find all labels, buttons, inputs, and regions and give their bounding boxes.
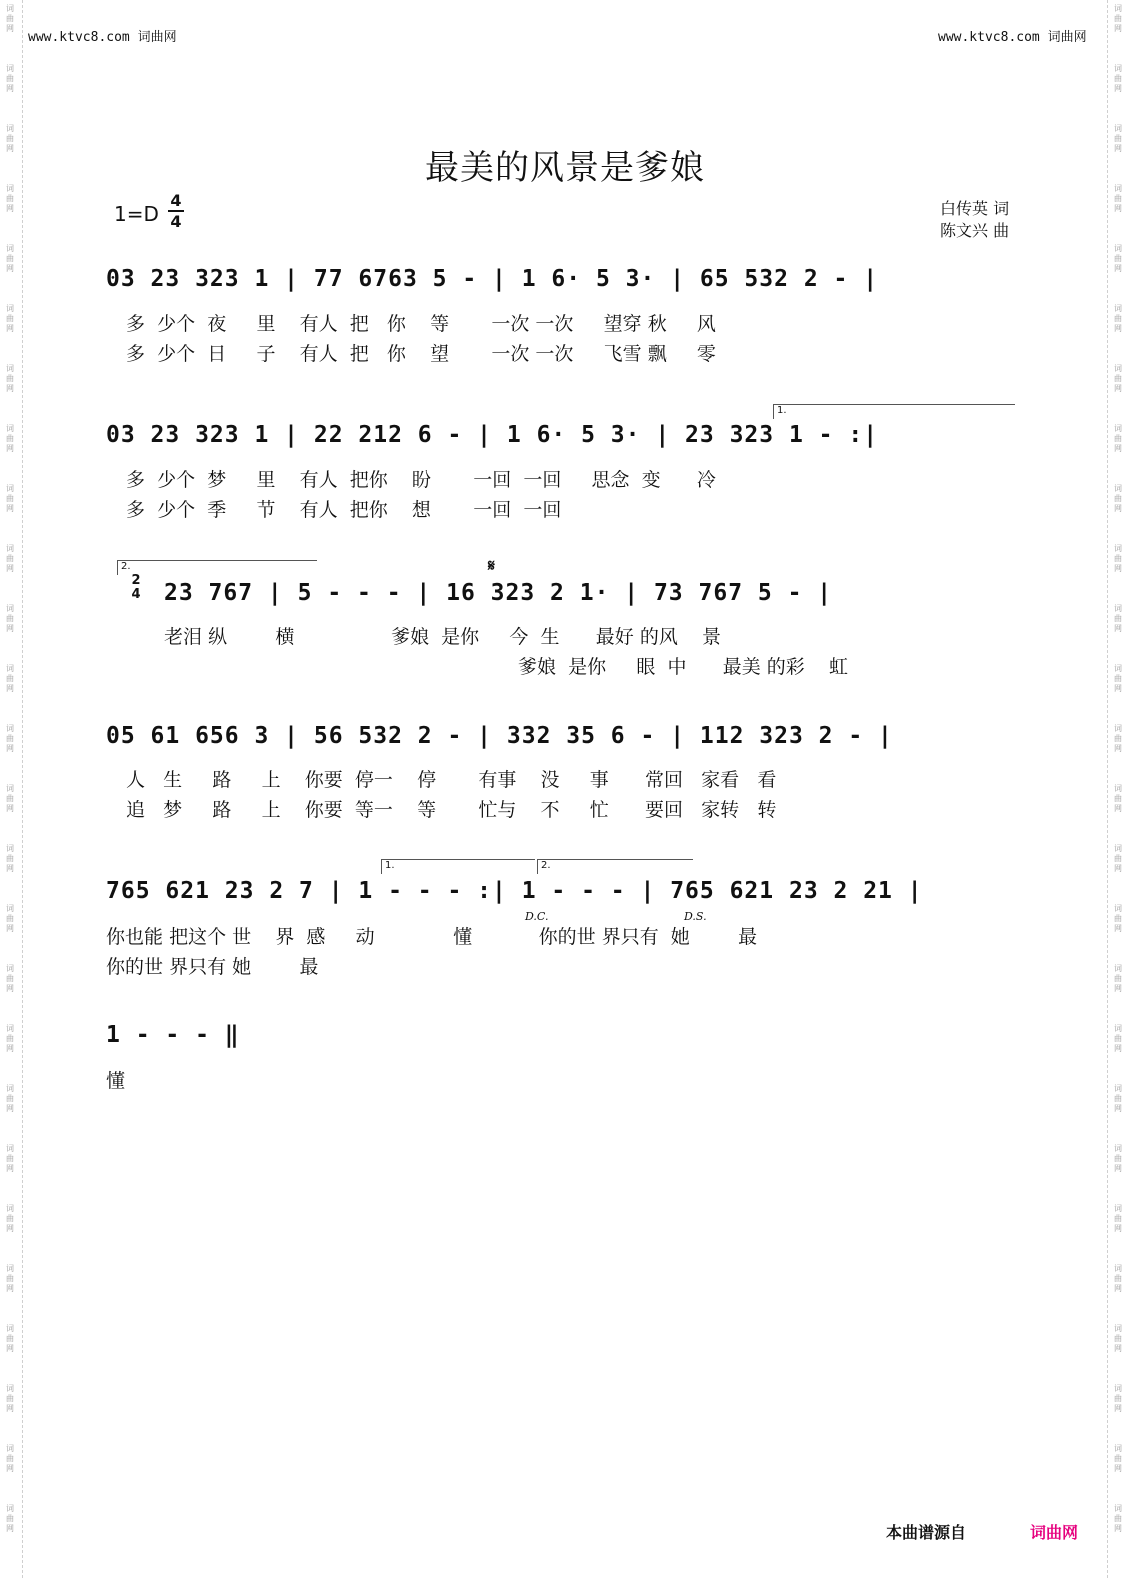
lyric-token: 梦 bbox=[207, 469, 227, 491]
lyric-token: 世 bbox=[232, 926, 252, 948]
margin-watermark: 词曲网 bbox=[6, 1324, 14, 1353]
lyric-token: 她 bbox=[232, 956, 252, 978]
lyric-token: 景 bbox=[702, 626, 722, 648]
margin-watermark: 词曲网 bbox=[6, 844, 14, 873]
lyric-token: 等一 bbox=[354, 799, 393, 821]
lyric-token: 纵 bbox=[208, 626, 228, 648]
margin-watermark: 词曲网 bbox=[6, 1504, 14, 1533]
lyric-token: 你要 bbox=[304, 769, 343, 791]
staff-row-1: 03 23 323 1 | 77 6763 5 - | 1 6· 5 3· | 65 532 2 - | bbox=[106, 266, 879, 292]
lyric-token: 她 bbox=[670, 926, 690, 948]
lyric-token: 你要 bbox=[304, 799, 343, 821]
lyric-token: 你的世 bbox=[538, 926, 596, 948]
margin-watermark: 词曲网 bbox=[6, 1144, 14, 1173]
lyric-token: 没 bbox=[540, 769, 560, 791]
lyric-token: 一次 bbox=[491, 343, 530, 365]
margin-watermark: 词曲网 bbox=[6, 64, 14, 93]
lyric-token: 爹娘 bbox=[518, 656, 557, 678]
lyric-token: 最好 bbox=[595, 626, 634, 648]
lyric-token: 少个 bbox=[157, 343, 196, 365]
lyric-token: 家转 bbox=[701, 799, 740, 821]
lyric-token: 虹 bbox=[828, 656, 848, 678]
margin-watermark: 词曲网 bbox=[1114, 844, 1122, 873]
lyric-token: 把这个 bbox=[169, 926, 227, 948]
lyric-token: 等 bbox=[417, 799, 437, 821]
segno-sign: 𝄋 bbox=[488, 556, 495, 575]
lyric-token: 你 bbox=[386, 313, 406, 335]
lyric-token: 不 bbox=[540, 799, 560, 821]
lyric-row-3-verse-2 bbox=[518, 652, 848, 679]
volta-1-bracket-final: 1. bbox=[381, 859, 535, 874]
lyric-token: 懂 bbox=[453, 926, 473, 948]
dc-marking: D.C. bbox=[525, 910, 549, 923]
margin-watermark: 词曲网 bbox=[6, 1444, 14, 1473]
lyric-token: 一回 bbox=[523, 469, 562, 491]
lyric-token: 有人 bbox=[299, 313, 338, 335]
lyric-row-5-verse-1 bbox=[106, 922, 757, 949]
lyric-token: 路 bbox=[212, 799, 232, 821]
margin-watermark: 词曲网 bbox=[1114, 1504, 1122, 1533]
lyric-row-1-verse-1 bbox=[126, 309, 716, 336]
lyric-token: 望穿 bbox=[603, 313, 642, 335]
lyric-token: 懂 bbox=[106, 1070, 126, 1092]
margin-watermark: 词曲网 bbox=[1114, 4, 1122, 33]
margin-watermark: 词曲网 bbox=[1114, 724, 1122, 753]
time-change bbox=[130, 574, 142, 602]
margin-watermark: 词曲网 bbox=[1114, 244, 1122, 273]
lyric-token: 中 bbox=[667, 656, 687, 678]
margin-watermark: 词曲网 bbox=[1114, 364, 1122, 393]
margin-watermark: 词曲网 bbox=[6, 664, 14, 693]
header-site-left[interactable]: www.ktvc8.com 词曲网 bbox=[28, 30, 177, 45]
lyric-token: 老泪 bbox=[164, 626, 203, 648]
volta-2-bracket-final: 2. bbox=[537, 859, 693, 874]
margin-watermark: 词曲网 bbox=[6, 1084, 14, 1113]
lyric-token: 盼 bbox=[411, 469, 431, 491]
lyric-token: 要回 bbox=[645, 799, 684, 821]
lyric-token: 一回 bbox=[473, 499, 512, 521]
margin-watermark: 词曲网 bbox=[1114, 904, 1122, 933]
lyric-token: 变 bbox=[641, 469, 661, 491]
margin-watermark: 词曲网 bbox=[1114, 1264, 1122, 1293]
lyric-token: 生 bbox=[540, 626, 560, 648]
song-title: 最美的风景是爹娘 bbox=[425, 148, 705, 188]
volta-1-bracket: 1. bbox=[773, 404, 1015, 419]
lyric-token: 界只有 bbox=[169, 956, 227, 978]
margin-watermark: 词曲网 bbox=[6, 124, 14, 153]
lyric-token: 有事 bbox=[478, 769, 517, 791]
margin-watermark: 词曲网 bbox=[6, 364, 14, 393]
lyric-token: 想 bbox=[411, 499, 431, 521]
margin-watermark: 词曲网 bbox=[1114, 1384, 1122, 1413]
margin-watermark: 词曲网 bbox=[1114, 544, 1122, 573]
lyric-row-2-verse-2 bbox=[126, 495, 561, 522]
lyric-token: 有人 bbox=[299, 469, 338, 491]
lyric-row-2-verse-1 bbox=[126, 465, 716, 492]
lyric-token: 有人 bbox=[299, 499, 338, 521]
margin-watermark: 词曲网 bbox=[6, 964, 14, 993]
margin-watermark: 词曲网 bbox=[6, 184, 14, 213]
lyric-token: 常回 bbox=[645, 769, 684, 791]
lyric-token: 秋 bbox=[647, 313, 667, 335]
margin-watermark: 词曲网 bbox=[1114, 124, 1122, 153]
left-margin-strip bbox=[0, 0, 23, 1578]
lyric-token: 人 bbox=[126, 769, 146, 791]
lyric-token: 等 bbox=[430, 313, 450, 335]
lyric-token: 最 bbox=[299, 956, 319, 978]
lyric-token: 转 bbox=[757, 799, 777, 821]
footer-source-label: 本曲谱源自 bbox=[886, 1523, 967, 1542]
lyric-token: 横 bbox=[275, 626, 295, 648]
volta-2-bracket: 2. bbox=[117, 560, 317, 575]
lyric-token: 风 bbox=[696, 313, 716, 335]
lyric-token: 一回 bbox=[523, 499, 562, 521]
lyric-token: 日 bbox=[207, 343, 227, 365]
margin-watermark: 词曲网 bbox=[6, 484, 14, 513]
staff-row-5: 765 621 23 2 7 | 1 - - - :| 1 - - - | 765 621 23 2 21 | bbox=[106, 878, 923, 904]
lyric-token: 上 bbox=[261, 799, 281, 821]
ds-marking: D.S. bbox=[684, 910, 707, 923]
time-signature bbox=[168, 192, 184, 230]
time-change-bottom: 4 bbox=[131, 587, 141, 602]
margin-watermark: 词曲网 bbox=[1114, 1084, 1122, 1113]
margin-watermark: 词曲网 bbox=[6, 1264, 14, 1293]
margin-watermark: 词曲网 bbox=[1114, 424, 1122, 453]
lyric-token: 少个 bbox=[157, 499, 196, 521]
lyric-token: 把你 bbox=[349, 469, 388, 491]
margin-watermark: 词曲网 bbox=[1114, 304, 1122, 333]
lyric-token: 子 bbox=[256, 343, 276, 365]
lyric-token: 最美 bbox=[722, 656, 761, 678]
time-sig-top: 4 bbox=[170, 191, 182, 210]
lyric-token: 多 bbox=[126, 469, 146, 491]
lyric-token: 零 bbox=[696, 343, 716, 365]
margin-watermark: 词曲网 bbox=[1114, 1324, 1122, 1353]
lyric-token: 上 bbox=[261, 769, 281, 791]
staff-row-6: 1 - - - ‖ bbox=[106, 1022, 240, 1048]
lyric-token: 一次 bbox=[491, 313, 530, 335]
lyric-token: 是你 bbox=[441, 626, 480, 648]
lyric-token: 少个 bbox=[157, 469, 196, 491]
lyric-token: 冷 bbox=[696, 469, 716, 491]
margin-watermark: 词曲网 bbox=[1114, 964, 1122, 993]
margin-watermark: 词曲网 bbox=[6, 544, 14, 573]
lyric-row-5-verse-2 bbox=[106, 952, 318, 979]
lyric-row-4-verse-2 bbox=[126, 795, 776, 822]
margin-watermark: 词曲网 bbox=[1114, 484, 1122, 513]
lyric-token: 把 bbox=[349, 313, 369, 335]
margin-watermark: 词曲网 bbox=[1114, 1144, 1122, 1173]
lyric-token: 是你 bbox=[568, 656, 607, 678]
lyric-token: 停一 bbox=[354, 769, 393, 791]
lyric-token: 感 bbox=[306, 926, 326, 948]
time-change-top: 2 bbox=[131, 573, 141, 588]
lyric-token: 把你 bbox=[349, 499, 388, 521]
lyric-token: 你也能 bbox=[106, 926, 164, 948]
lyric-token: 多 bbox=[126, 499, 146, 521]
margin-watermark: 词曲网 bbox=[1114, 1204, 1122, 1233]
lyric-token: 眼 bbox=[636, 656, 656, 678]
lyric-token: 停 bbox=[417, 769, 437, 791]
lyric-token: 季 bbox=[207, 499, 227, 521]
lyric-token: 飞雪 bbox=[603, 343, 642, 365]
lyric-token: 追 bbox=[126, 799, 146, 821]
staff-row-4: 05 61 656 3 | 56 532 2 - | 332 35 6 - | 112 323 2 - | bbox=[106, 723, 893, 749]
margin-watermark: 词曲网 bbox=[6, 724, 14, 753]
header-site-right[interactable]: www.ktvc8.com 词曲网 bbox=[938, 30, 1087, 45]
lyric-token: 飘 bbox=[647, 343, 667, 365]
lyric-token: 多 bbox=[126, 343, 146, 365]
lyric-token: 生 bbox=[163, 769, 183, 791]
lyric-row-4-verse-1 bbox=[126, 765, 776, 792]
lyric-token: 梦 bbox=[163, 799, 183, 821]
margin-watermark: 词曲网 bbox=[6, 424, 14, 453]
lyric-token: 一回 bbox=[473, 469, 512, 491]
margin-watermark: 词曲网 bbox=[6, 1384, 14, 1413]
margin-watermark: 词曲网 bbox=[6, 244, 14, 273]
margin-watermark: 词曲网 bbox=[1114, 784, 1122, 813]
time-sig-bottom: 4 bbox=[170, 212, 182, 231]
lyric-token: 少个 bbox=[157, 313, 196, 335]
lyric-token: 你的世 bbox=[106, 956, 164, 978]
margin-watermark: 词曲网 bbox=[6, 904, 14, 933]
lyric-token: 把 bbox=[349, 343, 369, 365]
lyric-token: 有人 bbox=[299, 343, 338, 365]
lyric-row-1-verse-2 bbox=[126, 339, 716, 366]
lyric-token: 多 bbox=[126, 313, 146, 335]
margin-watermark: 词曲网 bbox=[1114, 1444, 1122, 1473]
lyric-token: 界只有 bbox=[601, 926, 659, 948]
margin-watermark: 词曲网 bbox=[6, 1204, 14, 1233]
lyricist: 白传英 词 bbox=[940, 199, 1010, 218]
lyric-token: 动 bbox=[355, 926, 375, 948]
margin-watermark: 词曲网 bbox=[1114, 604, 1122, 633]
lyric-token: 望 bbox=[430, 343, 450, 365]
margin-watermark: 词曲网 bbox=[6, 4, 14, 33]
lyric-token: 家看 bbox=[701, 769, 740, 791]
lyric-row-3-verse-1 bbox=[164, 622, 721, 649]
lyric-token: 最 bbox=[738, 926, 758, 948]
lyric-token: 今 bbox=[509, 626, 529, 648]
lyric-token: 爹娘 bbox=[391, 626, 430, 648]
lyric-token: 忙与 bbox=[478, 799, 517, 821]
lyric-row-6 bbox=[106, 1066, 125, 1093]
margin-watermark: 词曲网 bbox=[1114, 64, 1122, 93]
lyric-token: 夜 bbox=[207, 313, 227, 335]
margin-watermark: 词曲网 bbox=[6, 604, 14, 633]
staff-row-2: 03 23 323 1 | 22 212 6 - | 1 6· 5 3· | 23 323 1 - :| bbox=[106, 422, 879, 448]
composer: 陈文兴 曲 bbox=[940, 221, 1010, 240]
lyric-token: 里 bbox=[256, 313, 276, 335]
margin-watermark: 词曲网 bbox=[1114, 184, 1122, 213]
lyric-token: 一次 bbox=[535, 313, 574, 335]
lyric-token: 节 bbox=[256, 499, 276, 521]
footer-site-link[interactable]: 词曲网 bbox=[1030, 1523, 1079, 1542]
lyric-token: 的风 bbox=[639, 626, 678, 648]
margin-watermark: 词曲网 bbox=[1114, 664, 1122, 693]
lyric-token: 你 bbox=[386, 343, 406, 365]
margin-watermark: 词曲网 bbox=[6, 1024, 14, 1053]
margin-watermark: 词曲网 bbox=[1114, 1024, 1122, 1053]
staff-row-3: 23 767 | 5 - - - | 16 323 2 1· | 73 767 5 - | bbox=[164, 580, 833, 606]
margin-watermark: 词曲网 bbox=[6, 784, 14, 813]
lyric-token: 的彩 bbox=[766, 656, 805, 678]
lyric-token: 思念 bbox=[591, 469, 630, 491]
lyric-token: 忙 bbox=[589, 799, 609, 821]
key-signature: 1=D bbox=[114, 202, 159, 226]
lyric-token: 看 bbox=[757, 769, 777, 791]
lyric-token: 里 bbox=[256, 469, 276, 491]
right-margin-strip bbox=[1107, 0, 1130, 1578]
lyric-token: 路 bbox=[212, 769, 232, 791]
margin-watermark: 词曲网 bbox=[6, 304, 14, 333]
lyric-token: 一次 bbox=[535, 343, 574, 365]
lyric-token: 事 bbox=[589, 769, 609, 791]
lyric-token: 界 bbox=[275, 926, 295, 948]
